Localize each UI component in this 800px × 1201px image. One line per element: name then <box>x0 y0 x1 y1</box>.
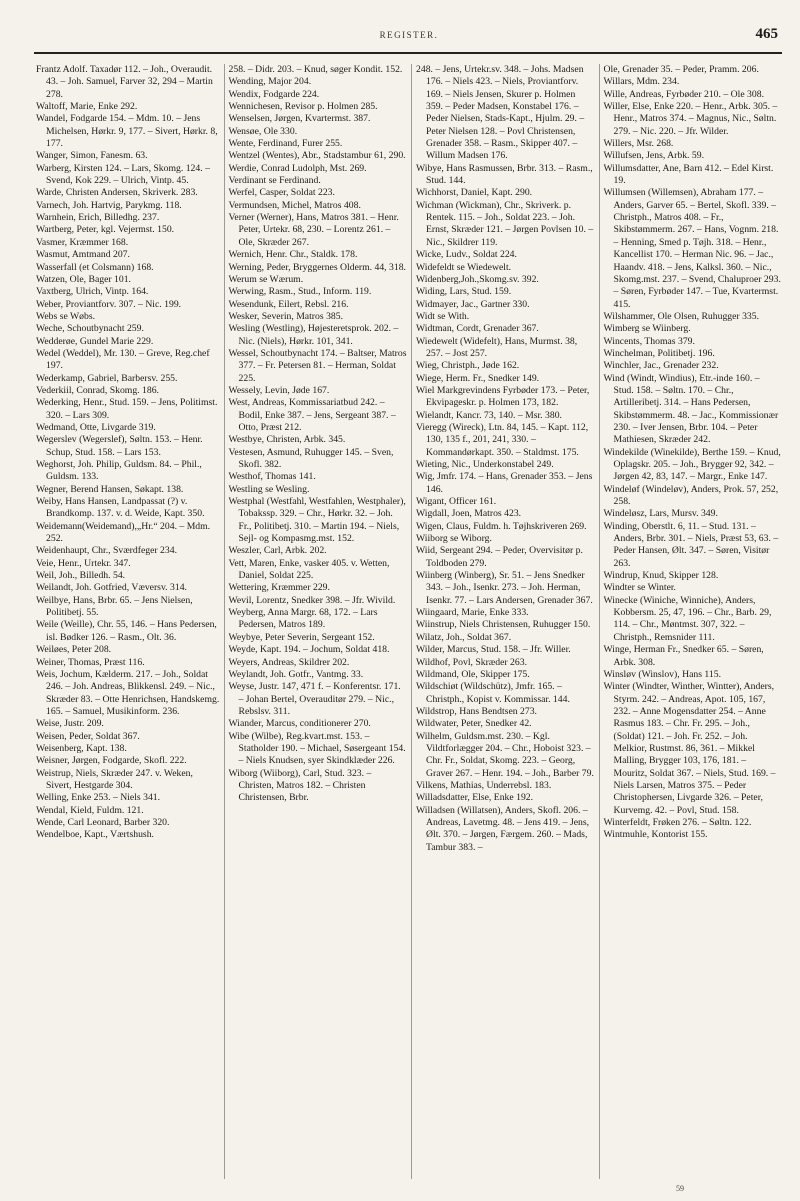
register-entry: Wiborg (Wiiborg), Carl, Stud. 323. – Christen, Matros 182. – Christen Christensen, Brbr. <box>228 767 372 804</box>
register-entry: Willars, Mdm. 234. <box>603 76 680 88</box>
register-entry: Wennichesen, Revisor p. Holmen 285. <box>228 101 378 113</box>
register-entry: Vieregg (Wireck), Ltn. 84, 145. – Kapt. 112, 130, 135 f., 201, 241, 330. – Kommandørkapt. 350. – Staldmst. 175. <box>416 421 589 458</box>
page-header <box>34 22 784 52</box>
register-entry: Weche, Schoutbynacht 259. <box>36 323 144 335</box>
register-entry: Wiinstrup, Niels Christensen, Ruhugger 150. <box>416 619 591 631</box>
register-entry: Wiid, Sergeant 294. – Peder, Overvisitør p. Toldboden 279. <box>416 545 583 569</box>
register-entry: Vett, Maren, Enke, vasker 405. v. Wetten, Daniel, Soldat 225. <box>228 557 390 582</box>
register-entry: Weybye, Peter Severin, Sergeant 152. <box>228 631 375 643</box>
register-entry: Wanger, Simon, Fanesm. 63. <box>36 150 148 162</box>
register-entry: Weisenberg, Kapt. 138. <box>36 742 127 754</box>
signature-mark: 59 <box>676 1184 684 1193</box>
register-entry: Wettering, Kræmmer 229. <box>228 582 330 594</box>
register-entry: Winecke (Winiche, Winniche), Anders, Kobbersm. 25, 47, 196. – Chr., Barb. 29, 114. – Chr., Møntmst. 307, 322. – Christph., Remsnider 111. <box>603 594 772 643</box>
register-entry: Wiel Markgrevindens Fyrbøder 173. – Peter, Ekvipageskr. p. Holmen 173, 182. <box>416 384 590 409</box>
register-entry: 258. – Didr. 203. – Knud, søger Kondit. 152. <box>228 64 403 75</box>
register-entry: Ole, Grenader 35. – Peder, Pramm. 206. <box>603 64 759 75</box>
register-entry: Westbye, Christen, Arbk. 345. <box>228 434 346 446</box>
register-entry: Wichman (Wickman), Chr., Skriverk. p. Rentek. 115. – Joh., Soldat 223. – Joh. Ernst, Skræder 121. – Jørgen Povlsen 10. – Nic., Skildrer 119. <box>416 199 594 248</box>
register-entry: Wielandt, Kancr. 73, 140. – Msr. 380. <box>416 409 562 421</box>
register-entry: Vestesen, Asmund, Ruhugger 145. – Sven, Skofl. 382. <box>228 446 394 470</box>
register-entry: Wessel, Schoutbynacht 174. – Baltser, Matros 377. – Fr. Petersen 81. – Herman, Soldat 225. <box>228 347 407 384</box>
register-entry: Weidenhaupt, Chr., Sværdfeger 234. <box>36 545 178 557</box>
register-entry: Wente, Ferdinand, Furer 255. <box>228 138 343 150</box>
register-entry: Widtman, Cordt, Grenader 367. <box>416 323 539 335</box>
register-entry: Wildwater, Peter, Snedker 42. <box>416 718 532 730</box>
register-entry: Weszler, Carl, Arbk. 202. <box>228 545 327 557</box>
register-entry: Weistrup, Niels, Skræder 247. v. Weken, Sivert, Hestgarde 304. <box>36 767 193 791</box>
register-entry: Wichhorst, Daniel, Kapt. 290. <box>416 187 533 199</box>
register-entry: Werwing, Rasm., Stud., Inform. 119. <box>228 286 372 298</box>
register-columns <box>36 64 786 1179</box>
register-entry: Weidemann(Weidemand),„Hr.“ 204. – Mdm. 252. <box>36 520 211 545</box>
register-entry: Windeløsz, Lars, Mursv. 349. <box>603 508 718 520</box>
register-entry: Frantz Adolf. Taxadør 112. – Joh., Overaudit. 43. – Joh. Samuel, Farver 32, 294 – Martin 278. <box>36 64 213 100</box>
register-entry: Winterfeldt, Frøken 276. – Søltn. 122. <box>603 816 752 828</box>
register-entry: Willers, Msr. 268. <box>603 138 674 150</box>
register-entry: Willumsen (Willemsen), Abraham 177. – Anders, Garver 65. – Bertel, Skofl. 339. – Christph., Matros 408. – Fr., Skibstømmerm. 267. – Hans, Vognm. 218. – Henning, Smed p. Tøjh. 318. – Henr., Kancellist 170. – Herman Nic. 96. – Jac., Haandv. 418. – Jens, Kalksl. 360. – Nic., Skomg.mst. 237. – Svend, Chaluproer 293. – Søren, Fyrbøder 147. – Tue, Kvartermst. 415. <box>603 187 781 310</box>
register-entry: Wederkamp, Gabriel, Barbersv. 255. <box>36 372 178 384</box>
register-entry: Wiingaard, Marie, Enke 333. <box>416 607 529 619</box>
register-entry: Weyse, Justr. 147, 471 f. – Konferentsr. 171. – Johan Bertel, Overauditør 279. – Nic., Rebslsv. 311. <box>228 681 401 717</box>
register-entry: Westling se Wesling. <box>228 483 310 495</box>
register-entry: Wernich, Henr. Chr., Staldk. 178. <box>228 249 358 261</box>
header-rule <box>34 52 782 54</box>
register-entry: Wildhof, Povl, Skræder 263. <box>416 656 528 668</box>
register-entry: Wimberg se Wiinberg. <box>603 323 691 335</box>
register-entry: Wiedewelt (Widefelt), Hans, Murmst. 38, 257. – Jost 257. <box>416 335 578 359</box>
register-entry: Weyberg, Anna Margr. 68, 172. – Lars Pedersen, Matros 189. <box>228 607 378 631</box>
register-entry: Windeløf (Windeløv), Anders, Prok. 57, 252, 258. <box>603 483 779 508</box>
register-entry: Windrup, Knud, Skipper 128. <box>603 570 719 582</box>
register-entry: Wesker, Severin, Matros 385. <box>228 310 344 322</box>
register-entry: Weise, Justr. 209. <box>36 718 104 730</box>
register-entry: Waltoff, Marie, Enke 292. <box>36 101 138 113</box>
register-entry: Wandel, Fodgarde 154. – Mdm. 10. – Jens Michelsen, Hørkr. 9, 177. – Sivert, Hørkr. 8, 177. <box>36 113 218 150</box>
register-column-2 <box>224 64 412 1179</box>
register-entry: Werning, Peder, Bryggernes Olderm. 44, 318. <box>228 261 406 273</box>
register-entry: Wevil, Lorentz, Snedker 398. – Jfr. Wivild. <box>228 594 396 606</box>
register-column-4 <box>599 64 787 1179</box>
page-number: 465 <box>755 26 778 42</box>
register-entry: Wieting, Nic., Underkonstabel 249. <box>416 459 554 470</box>
register-entry: Wasserfall (et Colsmann) 168. <box>36 261 154 273</box>
page-footer <box>0 1184 800 1193</box>
register-entry: Weiner, Thomas, Præst 116. <box>36 656 145 668</box>
register-entry: Westhof, Thomas 141. <box>228 471 316 483</box>
register-entry: Wilhelm, Guldsm.mst. 230. – Kgl. Vildtforlægger 204. – Chr., Hoboist 323. – Chr. Fr., Soldat, Skomg. 223. – Georg, Graver 267. – Henr. 194. – Joh., Barber 79. <box>416 730 594 779</box>
register-entry: Wildschiøt (Wildschütz), Jmfr. 165. – Christph., Kopist v. Kommissar. 144. <box>416 681 570 705</box>
register-entry: Windter se Winter. <box>603 582 676 594</box>
running-title: REGISTER. <box>379 30 439 40</box>
register-entry: Vermundsen, Michel, Matros 408. <box>228 199 361 211</box>
register-entry: Wegner, Berend Hansen, Søkapt. 138. <box>36 483 184 495</box>
register-entry: Webs se Wøbs. <box>36 310 96 322</box>
register-entry: Wentzel (Wentes), Abr., Stadstambur 61, 290. <box>228 150 406 162</box>
register-entry: Vasmer, Kræmmer 168. <box>36 236 129 248</box>
register-entry: Weiby, Hans Hansen, Landpassat (?) v. Brandkomp. 137. v. d. Weide, Kapt. 350. <box>36 496 205 520</box>
register-entry: Wilshammer, Ole Olsen, Ruhugger 335. <box>603 310 760 322</box>
register-entry: Willer, Else, Enke 220. – Henr., Arbk. 305. – Henr., Matros 374. – Magnus, Nic., Søltn. 279. – Nic. 220. – Jfr. Wilder. <box>603 101 778 137</box>
register-entry: Weiløes, Peter 208. <box>36 644 112 656</box>
register-entry: Wibye, Hans Rasmussen, Brbr. 313. – Rasm., Stud. 144. <box>416 162 593 187</box>
register-entry: Wessely, Levin, Jøde 167. <box>228 384 330 396</box>
register-entry: Weil, Joh., Billedh. 54. <box>36 570 126 582</box>
register-entry: Wildmand, Ole, Skipper 175. <box>416 668 530 680</box>
register-entry: Warberg, Kirsten 124. – Lars, Skomg. 124. – Svend, Kok 229. – Ulrich, Vintp. 45. <box>36 162 210 187</box>
register-entry: Warnhein, Erich, Billedhg. 237. <box>36 212 160 224</box>
register-entry: Weisen, Peder, Soldat 367. <box>36 730 140 742</box>
register-entry: Winge, Herman Fr., Snedker 65. – Søren, Arbk. 308. <box>603 644 764 668</box>
register-entry: Widefeldt se Wiedewelt. <box>416 261 512 273</box>
register-entry: Wesendunk, Eilert, Rebsl. 216. <box>228 298 349 310</box>
register-entry: Wartberg, Peter, kgl. Vejermst. 150. <box>36 224 175 236</box>
register-entry: Varnech, Joh. Hartvig, Parykmg. 118. <box>36 199 182 211</box>
register-entry: Winding, Oberstlt. 6, 11. – Stud. 131. – Anders, Brbr. 301. – Niels, Præst 53, 63. – Peder Hansen, Ølt. 347. – Søren, Visitør 263. <box>603 520 779 569</box>
register-entry: Winsløv (Winslov), Hans 115. <box>603 668 722 680</box>
register-entry: Wigdall, Joen, Matros 423. <box>416 508 522 520</box>
register-entry: Wibe (Wilbe), Reg.kvart.mst. 153. – Statholder 190. – Michael, Søsergeant 154. – Niels Knudsen, syer Skindklæder 226. <box>228 730 406 767</box>
register-entry: Vederkiil, Conrad, Skomg. 186. <box>36 384 159 396</box>
register-entry: Willadsen (Willatsen), Anders, Skofl. 206. – Andreas, Lavetmg. 48. – Jens 419. – Jens, Ølt. 370. – Jørgen, Færgem. 260. – Mads, Tambur 383. – <box>416 804 590 853</box>
register-entry: Winchler, Jac., Grenader 232. <box>603 360 719 372</box>
register-entry: Widt se With. <box>416 310 470 322</box>
register-entry: Weyde, Kapt. 194. – Jochum, Soldat 418. <box>228 644 390 656</box>
register-entry: Weilbye, Hans, Brbr. 65. – Jens Nielsen, Politibetj. 55. <box>36 594 193 619</box>
register-entry: Wintmuhle, Kontorist 155. <box>603 829 708 841</box>
register-entry: Weghorst, Joh. Philip, Guldsm. 84. – Phil., Guldsm. 133. <box>36 459 202 483</box>
register-entry: Wildstrop, Hans Bendtsen 273. <box>416 705 537 717</box>
register-entry: Verdinant se Ferdinand. <box>228 175 321 187</box>
register-entry: Wedel (Weddel), Mr. 130. – Greve, Reg.chef 197. <box>36 347 210 372</box>
register-entry: Wind (Windt, Windius), Etr.-inde 160. – Stud. 158. – Søltn. 170. – Chr., Artilleribetj. 314. – Hans Pedersen, Skibstømmerm. 48. – Jac., Kommissionær 230. – Iver Jensen, Brbr. 104. – Peter Mathiesen, Skræder 242. <box>603 372 779 446</box>
register-entry: Weilandt, Joh. Gotfried, Væversv. 314. <box>36 582 187 594</box>
register-entry: Widing, Lars, Stud. 159. <box>416 286 512 298</box>
register-entry: Weber, Proviantforv. 307. – Nic. 199. <box>36 298 182 310</box>
register-entry: Wensøe, Ole 330. <box>228 125 298 137</box>
register-entry: Weylandt, Joh. Gotfr., Vantmg. 33. <box>228 668 364 680</box>
register-entry: Wiiborg se Wiborg. <box>416 533 492 545</box>
register-entry: Winter (Windter, Winther, Wintter), Anders, Styrm. 242. – Andreas, Apot. 105, 167, 232. – Anne Mogensdatter 254. – Anne Rasmus 183. – Chr. Fr. 295. – Joh., (Soldat) 121. – Joh. Fr. 252. – Joh. Melkior, Rustmst. 86, 361. – Mikkel Malling, Brygger 103, 176, 181. – Mouritz, Soldat 367. – Niels, Stud. 169. – Niels Larsen, Matros 375. – Peder Christophersen, Livgarde 326. – Peter, Kurvemg. 42. – Povl, Stud. 158. <box>603 681 776 816</box>
register-entry: West, Andreas, Kommissariatbud 242. – Bodil, Enke 387. – Jens, Sergeant 387. – Otto, Præst 212. <box>228 397 396 433</box>
register-entry: Wilatz, Joh., Soldat 367. <box>416 631 512 643</box>
register-entry: Windekilde (Winekilde), Berthe 159. – Knud, Oplagskr. 205. – Joh., Brygger 92, 342. – Jørgen 42, 83, 147. – Margr., Enke 147. <box>603 446 781 483</box>
register-entry: Wiege, Herm. Fr., Snedker 149. <box>416 372 540 384</box>
register-entry: Wende, Carl Leonard, Barber 320. <box>36 816 170 828</box>
register-entry: Winchelman, Politibetj. 196. <box>603 347 715 359</box>
register-entry: Wegerslev (Wegerslef), Søltn. 153. – Henr. Schup, Stud. 158. – Lars 153. <box>36 434 203 458</box>
register-entry: Wiinberg (Winberg), Sr. 51. – Jens Snedker 343. – Joh., Isenkr. 273. – Joh. Herman, Isenkr. 77. – Lars Andersen, Grenader 367. <box>416 570 593 606</box>
register-entry: Widmayer, Jac., Gartner 330. <box>416 298 530 310</box>
register-entry: Westphal (Westfahl, Westfahlen, Westphaler), Tobakssp. 329. – Chr., Hørkr. 32. – Joh. Fr., Politibetj. 310. – Martin 194. – Niels, Sejl- og Kompasmg.mst. 152. <box>228 496 406 545</box>
register-column-1 <box>36 64 224 1179</box>
register-entry: Wicke, Ludv., Soldat 224. <box>416 249 517 261</box>
register-entry: Weisner, Jørgen, Fodgarde, Skofl. 222. <box>36 755 187 767</box>
register-entry: Werum se Wærum. <box>228 273 304 285</box>
register-entry: Wenselsen, Jørgen, Kvartermst. 387. <box>228 113 371 125</box>
register-entry: Wendal, Kield, Fuldm. 121. <box>36 804 144 816</box>
register-entry: Weile (Weille), Chr. 55, 146. – Hans Pedersen, isl. Bødker 126. – Rasm., Olt. 36. <box>36 619 217 643</box>
register-entry: Weyers, Andreas, Skildrer 202. <box>228 656 350 668</box>
register-entry: Widenberg,Joh.,Skomg.sv. 392. <box>416 273 539 285</box>
register-entry: Willumsdatter, Ane, Barn 412. – Edel Kirst. 19. <box>603 162 774 187</box>
register-entry: Willufsen, Jens, Arbk. 59. <box>603 150 705 162</box>
register-entry: Wendelboe, Kapt., Værtshush. <box>36 829 154 841</box>
register-entry: Wederking, Henr., Stud. 159. – Jens, Politimst. 320. – Lars 309. <box>36 397 218 421</box>
register-entry: Willadsdatter, Else, Enke 192. <box>416 792 534 804</box>
register-entry: Wending, Major 204. <box>228 76 312 88</box>
register-entry: Warde, Christen Andersen, Skriverk. 283. <box>36 187 198 199</box>
register-entry: Wig, Jmfr. 174. – Hans, Grenader 353. – Jens 146. <box>416 471 593 495</box>
register-entry: Vaxtberg, Ulrich, Vintp. 164. <box>36 286 149 298</box>
register-column-3 <box>411 64 599 1179</box>
register-entry: Vilkens, Mathias, Underrebsl. 183. <box>416 779 552 791</box>
register-entry: Wedderøe, Gundel Marie 229. <box>36 335 154 347</box>
register-entry: Verner (Werner), Hans, Matros 381. – Henr. Peter, Urtekr. 68, 230. – Lorentz 261. – Ole, Skræder 267. <box>228 212 399 248</box>
register-entry: Veie, Henr., Urtekr. 347. <box>36 557 131 569</box>
register-entry: Wigen, Claus, Fuldm. h. Tøjhskriveren 269. <box>416 520 587 532</box>
register-entry: Werdie, Conrad Ludolph, Mst. 269. <box>228 162 367 174</box>
register-entry: Welling, Enke 253. – Niels 341. <box>36 792 161 804</box>
register-entry: Wilder, Marcus, Stud. 158. – Jfr. Willer. <box>416 644 571 656</box>
register-entry: Wendix, Fodgarde 224. <box>228 88 320 100</box>
register-entry: Wiander, Marcus, conditionerer 270. <box>228 718 371 730</box>
register-entry: Wesling (Westling), Højesteretsprok. 202. – Nic. (Niels), Hørkr. 101, 341. <box>228 323 399 347</box>
register-entry: Wille, Andreas, Fyrbøder 210. – Ole 308. <box>603 88 765 100</box>
register-entry: 248. – Jens, Urtekr.sv. 348. – Johs. Madsen 176. – Niels 423. – Niels, Proviantforv. 169. – Niels Jensen, Skurer p. Holmen 359. – Peder Madsen, Konstabel 176. – Peder Nielsen, Stads-Kapt., Hjulm. 29. – Peter Nielsen 128. – Povl Christensen, Grenader 358. – Rasm., Skipper 407. – Willum Madsen 176. <box>416 64 585 162</box>
register-entry: Wasmut, Amtmand 207. <box>36 249 130 261</box>
register-entry: Wieg, Christph., Jøde 162. <box>416 360 520 372</box>
register-entry: Watzen, Ole, Bager 101. <box>36 273 131 285</box>
register-entry: Wincents, Thomas 379. <box>603 335 695 347</box>
register-entry: Wedmand, Otte, Livgarde 319. <box>36 421 156 433</box>
register-entry: Weis, Jochum, Kælderm. 217. – Joh., Soldat 246. – Joh. Andreas, Blikkensl. 249. – Nic., Skræder 83. – Otte Henrichsen, Handskemg. 165. – Samuel, Musikinform. 236. <box>36 668 220 717</box>
register-entry: Wigant, Officer 161. <box>416 496 497 508</box>
register-entry: Werfel, Casper, Soldat 223. <box>228 187 335 199</box>
